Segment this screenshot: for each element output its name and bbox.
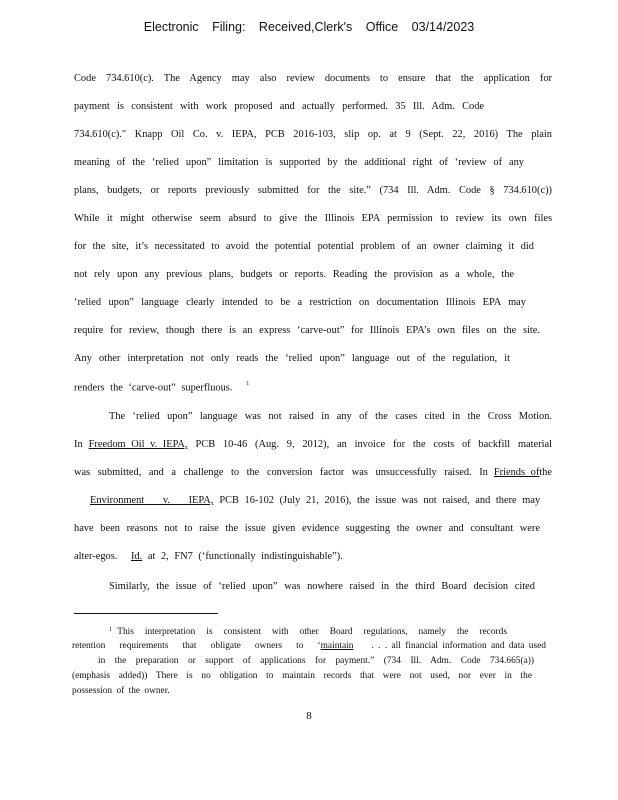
text-fragment: was submitted, and a challenge to the conversion factor was unsuccessfully raised. In [74, 467, 488, 478]
footnote-line: possession of the owner. [72, 686, 170, 696]
text-line: not rely upon any previous plans, budgets or reports. Reading the provision as a whole, the [74, 269, 514, 280]
text-line [74, 439, 552, 450]
footnote-divider [74, 613, 218, 614]
text-line: While it might otherwise seem absurd to give the Illinois EPA permission to review its own files [74, 213, 552, 224]
citation-id: Id. [130, 551, 143, 562]
text-line: 734.610(c)." Knapp Oil Co. v. IEPA, PCB 2016-103, slip op. at 9 (Sept. 22, 2016) The plain [74, 129, 552, 140]
text-line: ‘relied upon” language clearly intended to be a restriction on documentation Illinois EPA may [74, 297, 526, 308]
text-fragment: alter-egos. [74, 551, 118, 562]
text-fragment: This interpretation is consistent with other Board regulations, namely the records [117, 627, 507, 637]
footnote-line: (emphasis added)) There is no obligation to maintain records that were not used, nor ever in the [72, 671, 532, 681]
emphasis-maintain: maintain [320, 641, 354, 651]
text-fragment: retention requirements that obligate owners to ‘ [72, 641, 321, 651]
text-line: plans, budgets, or reports previously submitted for the site.” (734 Ill. Adm. Code § 734.610(c)) [74, 185, 552, 196]
footnote-line: in the preparation or support of applications for payment.” (734 Ill. Adm. Code 734.665(a)) [98, 656, 534, 666]
text-line: Any other interpretation not only reads the ‘relied upon” language out of the regulation, it [74, 353, 510, 364]
text-fragment: the [539, 467, 552, 478]
text-fragment: PCB 10-46 (Aug. 9, 2012), an invoice for the costs of backfill material [195, 439, 552, 450]
text-fragment: . . . all financial information and data used [371, 641, 546, 651]
filing-stamp-header: Electronic Filing: Received,Clerk's Office 03/14/2023 [143, 20, 475, 34]
text-line: Code 734.610(c). The Agency may also review documents to ensure that the application for [74, 73, 552, 84]
text-line: meaning of the ‘relied upon” limitation is supported by the additional right of ‘review of any [74, 157, 524, 168]
text-fragment: renders the ‘carve-out” superfluous. [74, 382, 233, 394]
footnote-ref: 1 [246, 380, 250, 387]
page-number: 8 [306, 710, 312, 722]
text-line: for the site, it’s necessitated to avoid the potential potential problem of an owner claiming it did [74, 241, 534, 252]
text-fragment: PCB 16-102 (July 21, 2016), the issue was not raised, and there may [219, 495, 541, 506]
text-line [74, 551, 343, 562]
footnote-number: 1 [109, 626, 113, 633]
case-citation: Freedom Oil v. IEPA, [88, 439, 188, 450]
text-line [74, 381, 249, 393]
text-fragment: In [74, 439, 83, 450]
text-fragment: at 2, FN7 (‘functionally indistinguishable”). [147, 551, 343, 562]
text-line: The ‘relied upon” language was not raised in any of the cases cited in the Cross Motion. [109, 411, 552, 422]
text-line: have been reasons not to raise the issue given evidence suggesting the owner and consultant were [74, 523, 540, 534]
text-line: require for review, though there is an express ‘carve-out” for Illinois EPA’s own files on the site. [74, 325, 540, 336]
case-citation: Friends of [493, 467, 540, 478]
case-citation: Environment v. IEPA, [90, 495, 214, 506]
text-line [74, 467, 552, 478]
text-line [74, 495, 541, 506]
text-line: Similarly, the issue of ‘relied upon” was nowhere raised in the third Board decision cited [109, 581, 535, 592]
footnote-line [109, 627, 507, 637]
footnote-line [72, 641, 546, 651]
text-line: payment is consistent with work proposed and actually performed. 35 Ill. Adm. Code [74, 101, 484, 112]
